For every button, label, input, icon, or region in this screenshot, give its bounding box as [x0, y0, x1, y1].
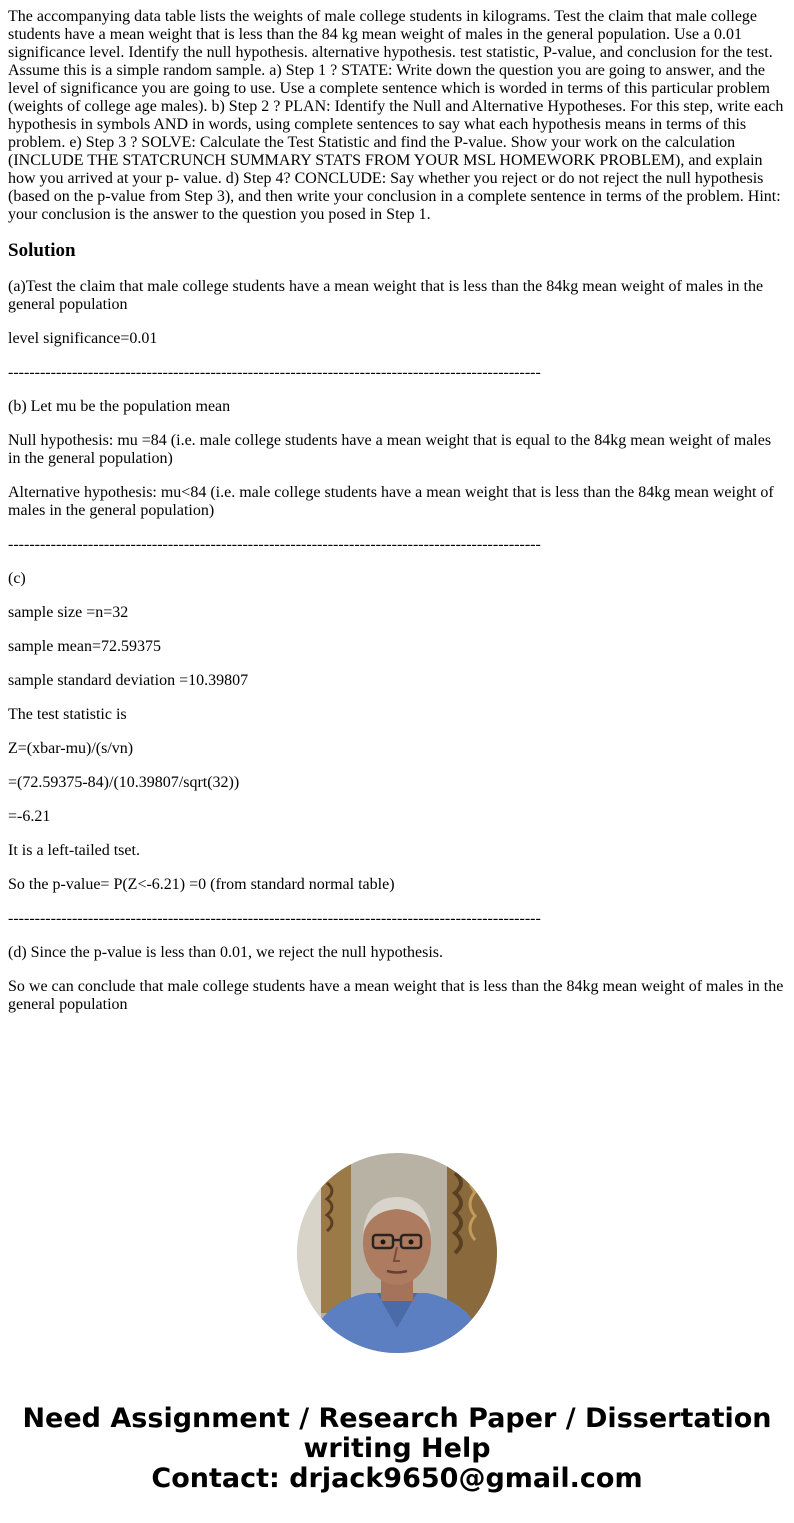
part-c-sample-size: sample size =n=32	[8, 604, 129, 621]
part-a-significance: level significance=0.01	[8, 330, 158, 347]
promo-line-1: Need Assignment / Research Paper / Dissertation	[22, 1403, 772, 1434]
part-a-claim: (a)Test the claim that male college students have a mean weight that is less than the 84kg mean weight of males in the general population	[8, 278, 764, 313]
part-c-sample-sd: sample standard deviation =10.39807	[8, 672, 249, 689]
part-d-conclusion: So we can conclude that male college students have a mean weight that is less than the 84kg mean weight of males in the general population	[8, 978, 784, 1013]
part-c-statistic-intro: The test statistic is	[8, 706, 127, 723]
part-c-substitution: =(72.59375-84)/(10.39807/sqrt(32))	[8, 774, 240, 791]
promo-contact: Contact: drjack9650@gmail.com	[151, 1463, 643, 1494]
promo-banner	[0, 1404, 794, 1494]
author-avatar	[297, 1153, 497, 1353]
promo-line-2: writing Help	[303, 1433, 491, 1464]
avatar-portrait-image	[297, 1153, 497, 1353]
document-body	[8, 8, 786, 1030]
part-b-null-hypothesis: Null hypothesis: mu =84 (i.e. male college students have a mean weight that is equal to the 84kg mean weight of males in the general population)	[8, 432, 772, 467]
part-b-alternative-hypothesis: Alternative hypothesis: mu<84 (i.e. male college students have a mean weight that is less than the 84kg mean weight of males in the general population)	[8, 484, 774, 519]
part-c-sample-mean: sample mean=72.59375	[8, 638, 161, 655]
part-c-p-value: So the p-value= P(Z<-6.21) =0 (from standard normal table)	[8, 876, 395, 893]
separator-line: ----------------------------------------------------------------------------------------------------	[8, 364, 541, 381]
part-c-result: =-6.21	[8, 808, 51, 825]
question-text: The accompanying data table lists the weights of male college students in kilograms. Test the claim that male college students have a mean weight that is less than the 84 kg mean weight of males in the general population. Use a 0.01 significance level. Identify the null hypothesis. alternative hypothesis. test statistic, P-value, and conclusion for the test. Assume this is a simple random sample. a) Step 1 ? STATE: Write down the question you are going to answer, and the level of significance you are going to use. Use a complete sentence which is worded in terms of this particular problem (weights of college age males). b) Step 2 ? PLAN: Identify the Null and Alternative Hypotheses. For this step, write each hypothesis in symbols AND in words, using complete sentences to say what each hypothesis means in terms of this problem. e) Step 3 ? SOLVE: Calculate the Test Statistic and find the P-value. Show your work on the calculation (INCLUDE THE STATCRUNCH SUMMARY STATS FROM YOUR MSL HOMEWORK PROBLEM), and explain how you arrived at your p- value. d) Step 4? CONCLUDE: Say whether you reject or do not reject the null hypothesis (based on the p-value from Step 3), and then write your conclusion in a complete sentence in terms of the problem. Hint: your conclusion is the answer to the question you posed in Step 1.	[8, 8, 784, 223]
part-c-formula: Z=(xbar-mu)/(s/vn)	[8, 740, 134, 757]
part-b-intro: (b) Let mu be the population mean	[8, 398, 231, 415]
separator-line: ----------------------------------------------------------------------------------------------------	[8, 536, 541, 553]
part-c-tail: It is a left-tailed tset.	[8, 842, 140, 859]
part-d-decision: (d) Since the p-value is less than 0.01, we reject the null hypothesis.	[8, 944, 444, 961]
part-c-label: (c)	[8, 570, 26, 587]
solution-heading: Solution	[8, 240, 76, 261]
separator-line: ----------------------------------------------------------------------------------------------------	[8, 910, 541, 927]
